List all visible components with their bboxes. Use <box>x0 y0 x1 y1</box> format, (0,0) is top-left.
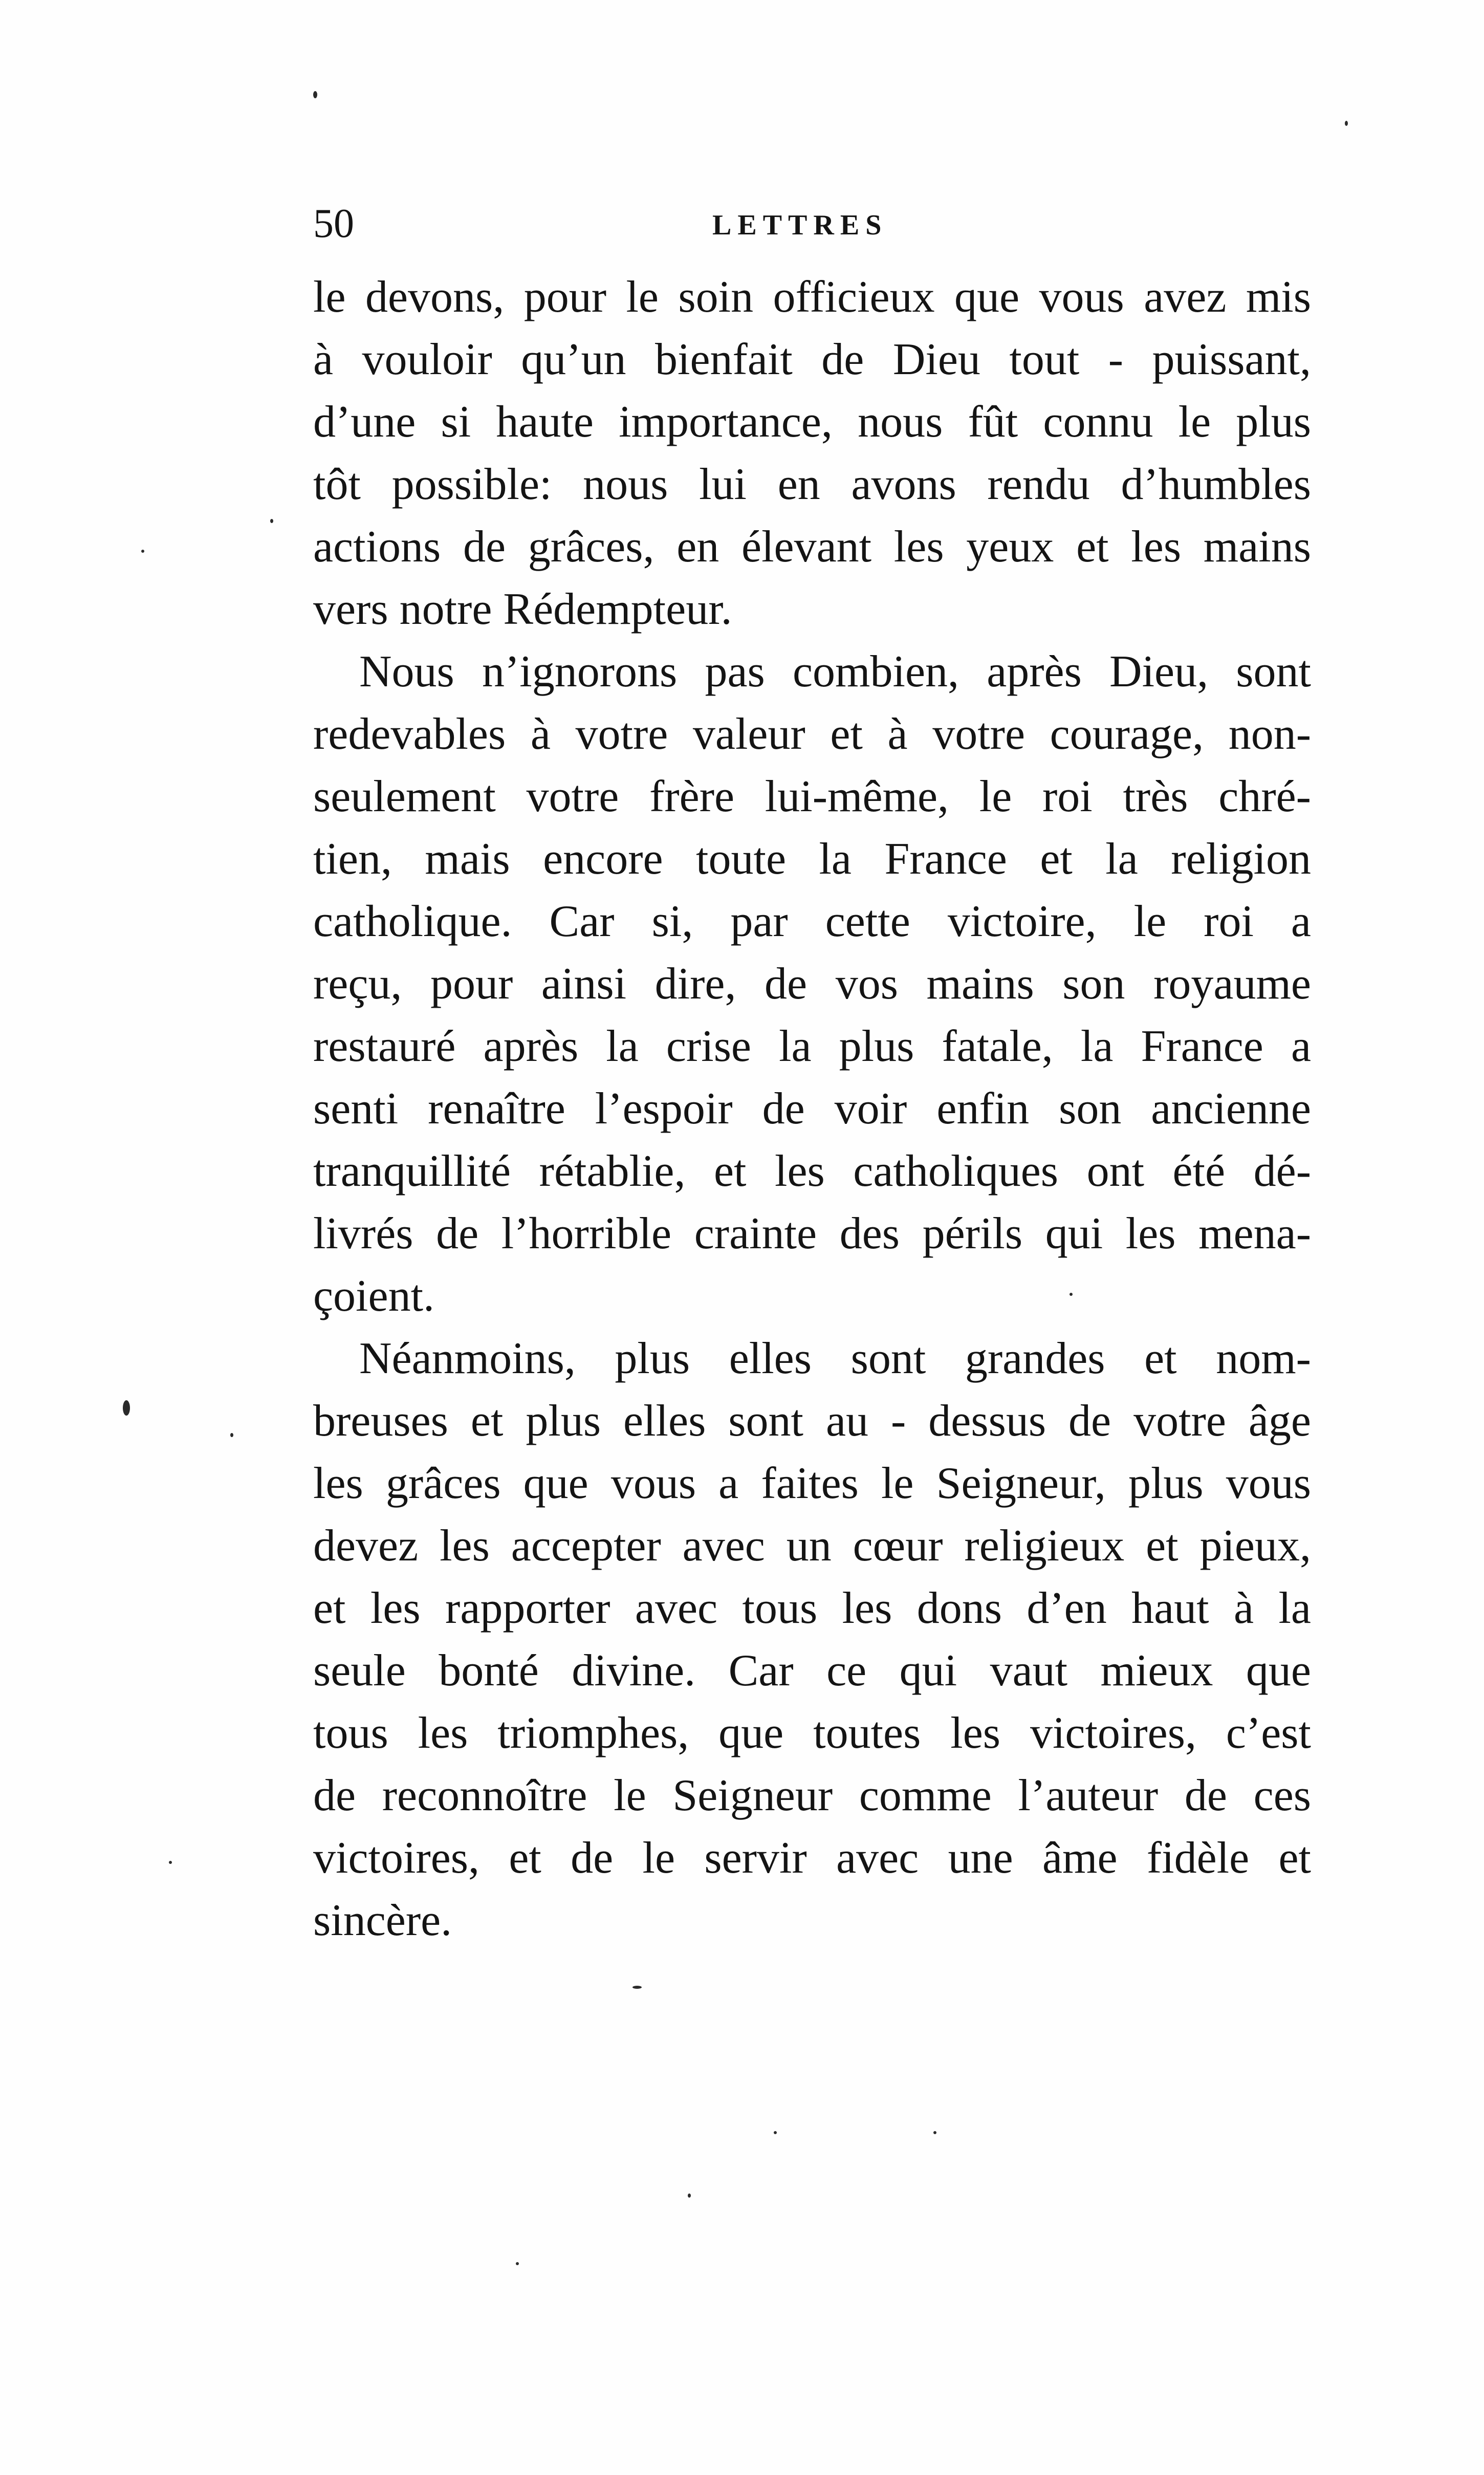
paper-speck <box>270 519 273 523</box>
text-line: Néanmoins, plus elles sont grandes et nom- <box>359 1334 1311 1383</box>
page-number: 50 <box>313 201 354 246</box>
text-line: çoient. <box>313 1271 435 1321</box>
text-line: redevables à votre valeur et à votre courage, non- <box>313 709 1311 759</box>
text-line: vers notre Rédempteur. <box>313 584 732 634</box>
text-line: restauré après la crise la plus fatale, la France a <box>313 1022 1311 1071</box>
text-line: à vouloir qu’un bienfait de Dieu tout - puissant, <box>313 335 1311 384</box>
paper-speck <box>933 2131 936 2134</box>
text-line: devez les accepter avec un cœur religieux et pieux, <box>313 1521 1311 1571</box>
paper-speck <box>123 1400 130 1416</box>
text-line: sincère. <box>313 1896 452 1945</box>
text-line: tien, mais encore toute la France et la religion <box>313 834 1311 884</box>
page-header <box>313 201 1311 247</box>
text-line: et les rapporter avec tous les dons d’en haut à la <box>313 1583 1311 1633</box>
paper-speck <box>230 1433 233 1437</box>
text-line: de reconnoître le Seigneur comme l’auteur de ces <box>313 1771 1311 1820</box>
text-line: livrés de l’horrible crainte des périls qui les mena- <box>313 1209 1311 1258</box>
paper-speck <box>313 91 317 98</box>
paragraph-1 <box>313 266 1311 641</box>
paper-speck <box>632 1986 642 1989</box>
text-line: actions de grâces, en élevant les yeux et les mains <box>313 522 1311 572</box>
paper-speck <box>141 550 144 553</box>
text-line: tôt possible: nous lui en avons rendu d’humbles <box>313 460 1311 509</box>
body-text <box>313 266 1311 1952</box>
text-line: tous les triomphes, que toutes les victoires, c’est <box>313 1708 1311 1758</box>
text-line: victoires, et de le servir avec une âme fidèle et <box>313 1833 1311 1883</box>
text-line: catholique. Car si, par cette victoire, le roi a <box>313 897 1311 946</box>
text-line: Nous n’ignorons pas combien, après Dieu, sont <box>359 647 1311 697</box>
paper-speck <box>1345 121 1348 126</box>
text-line: les grâces que vous a faites le Seigneur, plus vous <box>313 1459 1311 1508</box>
text-line: tranquillité rétablie, et les catholiques ont été dé- <box>313 1146 1311 1196</box>
paragraph-2 <box>313 641 1311 1328</box>
paragraph-3 <box>313 1328 1311 1952</box>
paper-speck <box>774 2131 777 2134</box>
paper-speck <box>516 2262 519 2265</box>
text-line: le devons, pour le soin officieux que vous avez mis <box>313 272 1311 322</box>
text-line: seulement votre frère lui-même, le roi très chré- <box>313 772 1311 821</box>
text-line: seule bonté divine. Car ce qui vaut mieux que <box>313 1646 1311 1696</box>
running-head: LETTRES <box>712 209 888 241</box>
text-line: senti renaître l’espoir de voir enfin son ancienne <box>313 1084 1311 1134</box>
text-line: d’une si haute importance, nous fût connu le plus <box>313 397 1311 447</box>
text-line: reçu, pour ainsi dire, de vos mains son royaume <box>313 959 1311 1009</box>
text-line: breuses et plus elles sont au - dessus de votre âge <box>313 1396 1311 1446</box>
paper-speck <box>169 1861 172 1864</box>
paper-speck <box>1070 1293 1073 1296</box>
paper-speck <box>688 2194 691 2198</box>
